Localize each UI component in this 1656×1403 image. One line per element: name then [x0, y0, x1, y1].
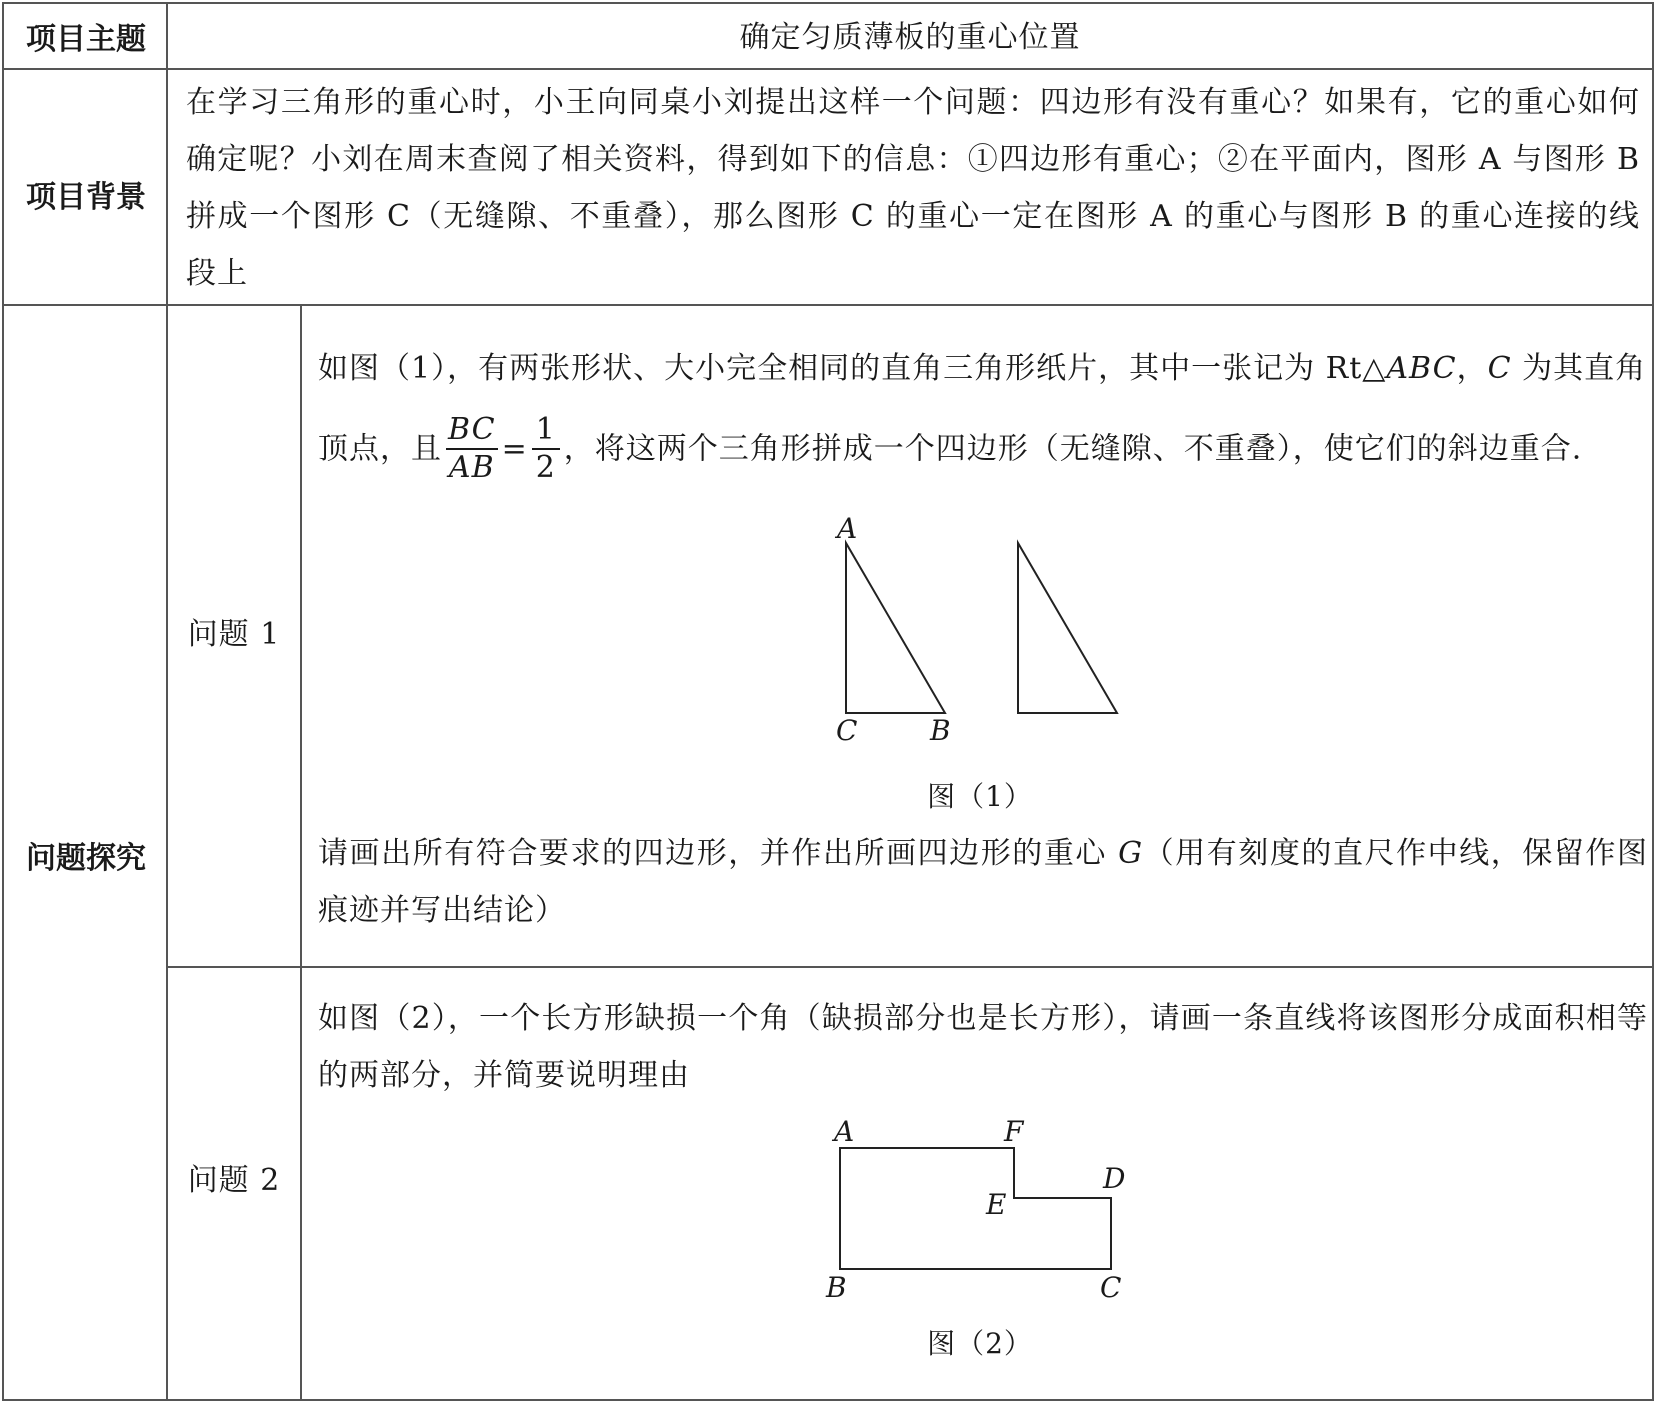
- q1-line2-pre: 顶点，且: [318, 431, 442, 467]
- theme-title: 确定匀质薄板的重心位置: [739, 20, 1081, 55]
- figure-2-caption: 图（2）: [927, 1327, 1033, 1360]
- fraction-numerator: BC: [446, 412, 498, 450]
- label-c: C: [836, 714, 858, 747]
- label-a: A: [837, 512, 858, 545]
- notched-rectangle: [840, 1148, 1111, 1269]
- label-b: B: [930, 714, 951, 747]
- half-denominator: 2: [535, 450, 556, 485]
- q1-line1-post: 为其直角: [1511, 351, 1647, 386]
- q1-vertex-c: C: [1487, 351, 1512, 386]
- label-d: D: [1103, 1162, 1126, 1195]
- label-f: F: [1004, 1115, 1024, 1148]
- exploration-label: 问题探究: [26, 841, 146, 876]
- q1-label: 问题 1: [187, 617, 281, 652]
- q1-line1-mid: ，: [1456, 351, 1488, 386]
- q1-line2-post: ，将这两个三角形拼成一个四边形（无缝隙、不重叠），使它们的斜边重合.: [563, 431, 1583, 467]
- q1-triangle-name: ABC: [1386, 351, 1457, 386]
- centroid-g: G: [1118, 836, 1144, 871]
- q1-task-post: （用有刻度的直尺作中线，保留作图痕迹并写出结论）: [318, 836, 1648, 928]
- label-c: C: [1100, 1271, 1122, 1304]
- theme-label: 项目主题: [26, 22, 146, 57]
- q2-label: 问题 2: [187, 1163, 281, 1198]
- label-b: B: [826, 1271, 847, 1304]
- half-numerator: 1: [532, 412, 560, 450]
- label-a: A: [834, 1115, 855, 1148]
- fraction-denominator: AB: [448, 450, 495, 485]
- label-e: E: [986, 1188, 1007, 1221]
- q1-task-pre: 请画出所有符合要求的四边形，并作出所画四边形的重心: [318, 836, 1119, 871]
- figure-1-caption: 图（1）: [927, 780, 1033, 813]
- background-text: 在学习三角形的重心时，小王向同桌小刘提出这样一个问题：四边形有没有重心？如果有，它的重心如何确定呢？小刘在周末查阅了相关资料，得到如下的信息：①四边形有重心；②在平面内，图形 A 与图形 B 拼成一个图形 C（无缝隙、不重叠），那么图形 C 的重心一定在图形 A 的重心与图形 B 的重心连接的线段上: [186, 85, 1640, 291]
- q2-text: 如图（2），一个长方形缺损一个角（缺损部分也是长方形），请画一条直线将该图形分成面积相等的两部分，并简要说明理由: [318, 1001, 1648, 1093]
- background-label: 项目背景: [26, 180, 146, 215]
- equals-sign: =: [501, 431, 528, 467]
- q1-line1-pre: 如图（1），有两张形状、大小完全相同的直角三角形纸片，其中一张记为 Rt△: [318, 351, 1387, 386]
